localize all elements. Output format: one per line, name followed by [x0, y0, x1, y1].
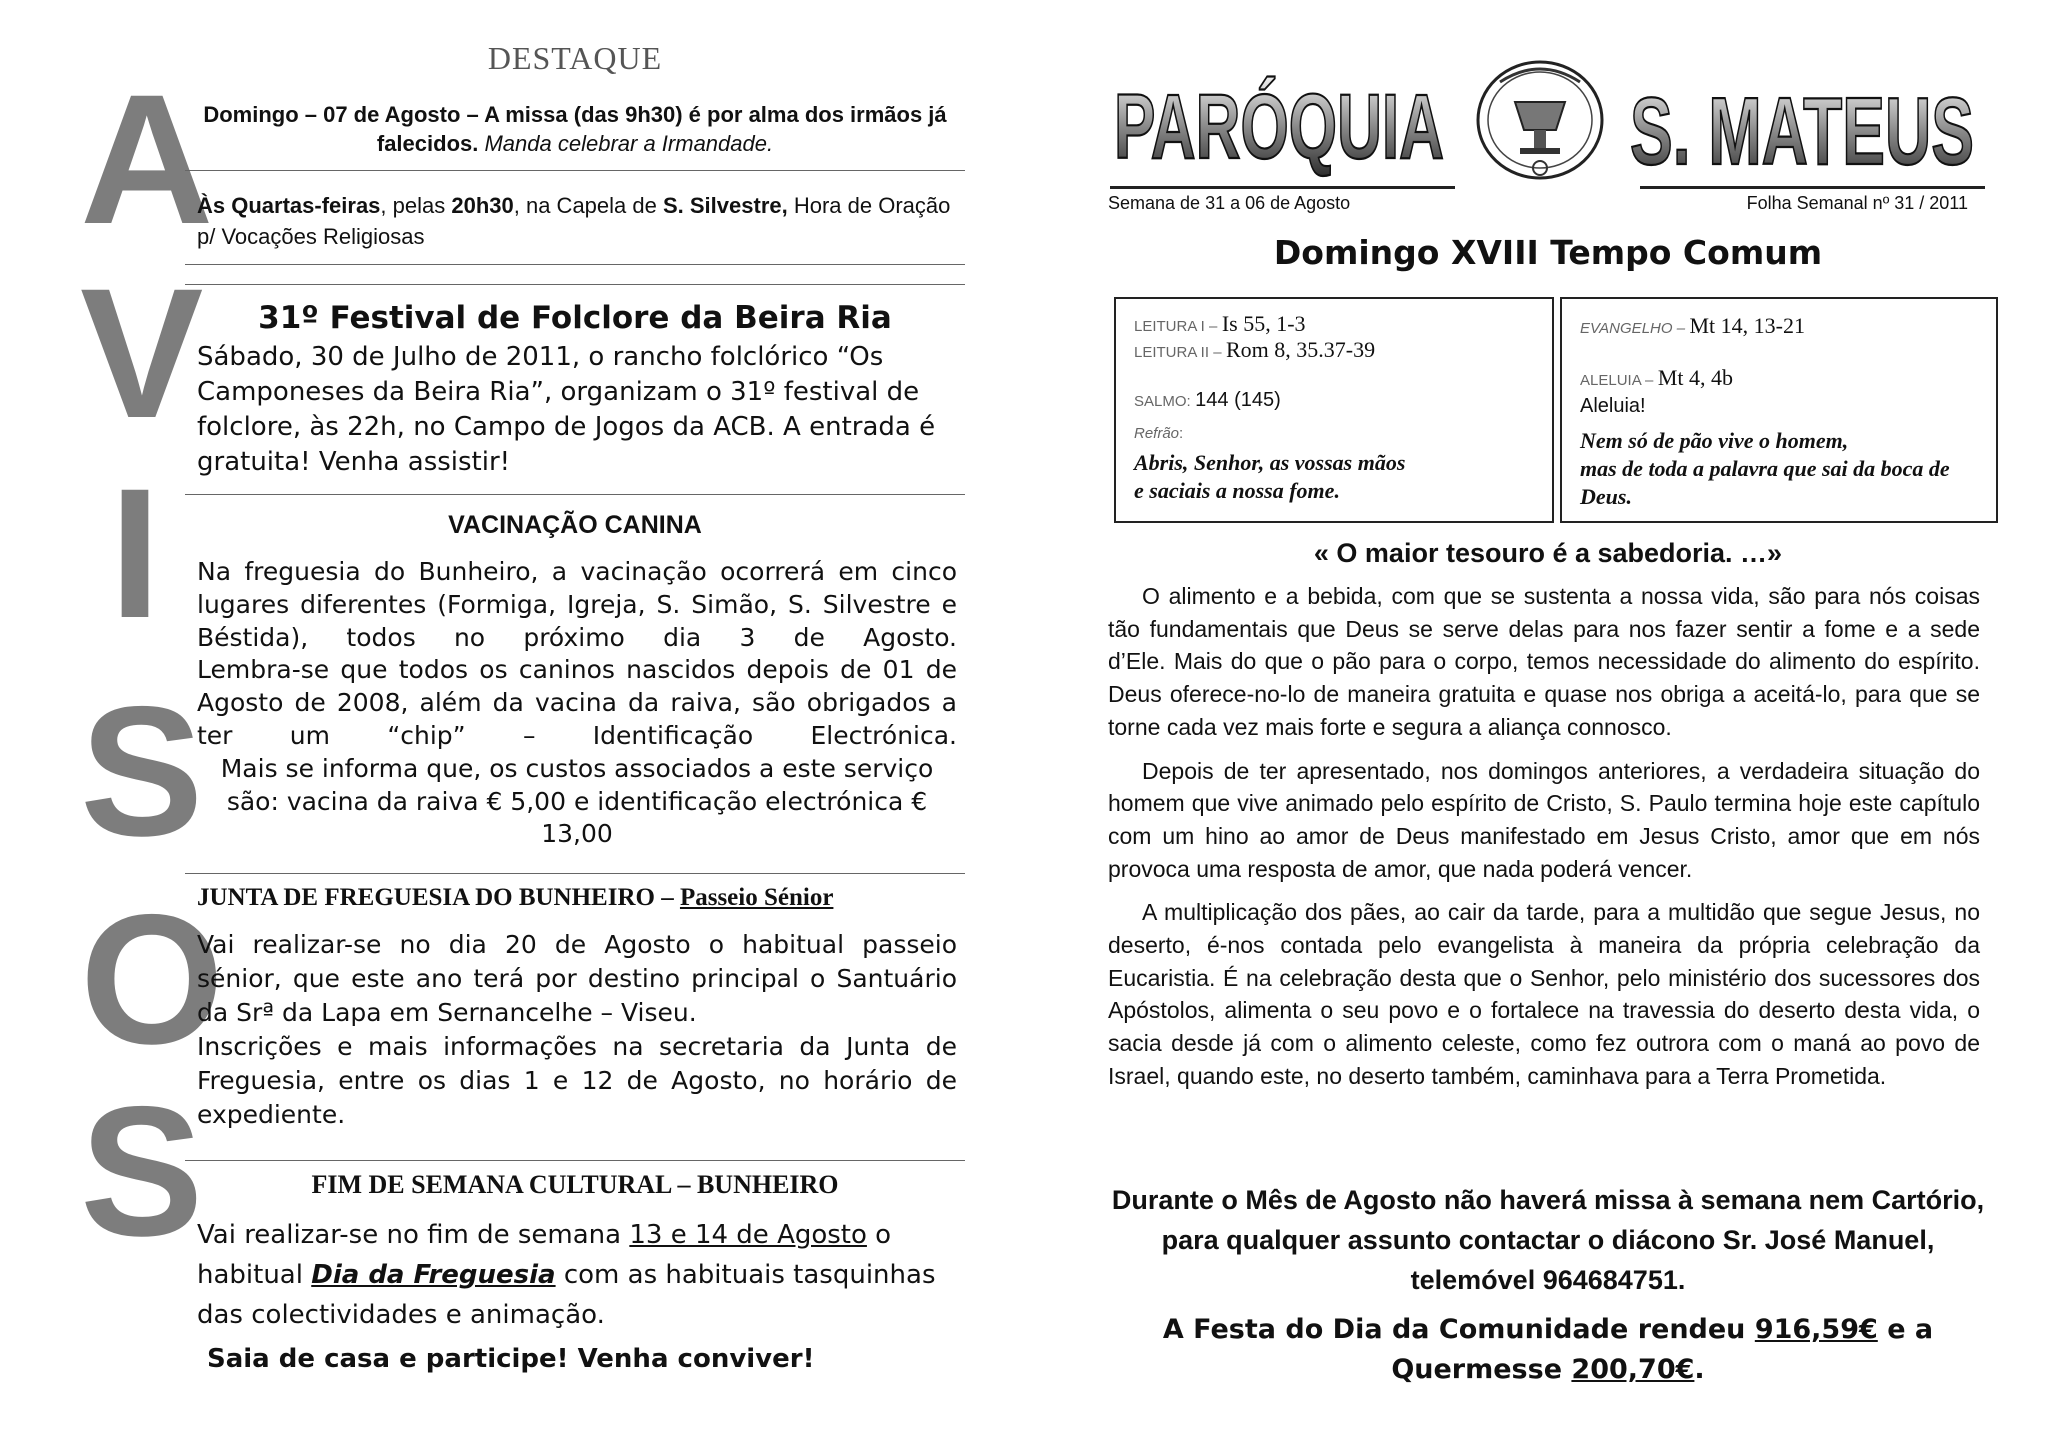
divider	[185, 1160, 965, 1161]
divider	[185, 494, 965, 495]
aleluia-label: ALELUIA –	[1580, 372, 1654, 389]
refrao-line: e saciais a nossa fome.	[1134, 478, 1340, 503]
vacinacao-body	[197, 556, 957, 851]
fim-text: com as habituais tasquinhas das colectividades e animação.	[197, 1260, 936, 1330]
festa-results	[1108, 1310, 1988, 1390]
festa-text: A Festa do Dia da Comunidade rendeu	[1162, 1314, 1755, 1345]
quartas-feiras-notice	[197, 190, 957, 252]
destaque-text	[185, 100, 965, 158]
festa-text: .	[1694, 1354, 1705, 1385]
quermesse-amount: 200,70€	[1571, 1354, 1695, 1385]
quartas-time: 20h30	[451, 193, 514, 218]
header-rule	[1640, 186, 1985, 189]
junta-body	[197, 928, 957, 1132]
divider	[185, 170, 965, 171]
leitura2-ref: Rom 8, 35.37-39	[1226, 337, 1376, 362]
fim-semana-title: FIM DE SEMANA CULTURAL – BUNHEIRO	[311, 1170, 839, 1199]
festa-amount: 916,59€	[1754, 1314, 1878, 1345]
refrao-line: Abris, Senhor, as vossas mãos	[1134, 450, 1406, 475]
chalice-emblem-icon	[1478, 62, 1602, 178]
evangelho-label: EVANGELHO –	[1580, 320, 1686, 337]
readings-box: LEITURA I – Is 55, 1-3 LEITURA II – Rom 8, 35.37-39 SALMO: 144 (145) Refrão: Abris, Senhor, as vossas mãos e saciais a nossa fome.	[1114, 297, 1554, 523]
festival-body: Sábado, 30 de Julho de 2011, o rancho folclórico “Os Camponeses da Beira Ria”, organizam o 31º festival de folclore, às 22h, no Campo de Jogos da ACB. A entrada é gratuita! Venha assistir!	[197, 342, 936, 477]
junta-title-dash: –	[654, 884, 680, 911]
quartas-lead: Às Quartas-feiras	[197, 193, 381, 218]
logo-text-paroquia: PARÓQUIA	[1114, 76, 1603, 178]
quartas-text: , pelas	[380, 193, 452, 218]
avisos-letter: V	[80, 251, 204, 457]
fim-text: Vai realizar-se no fim de semana	[197, 1220, 630, 1250]
junta-subtitle: Passeio Sénior	[679, 884, 834, 911]
destaque-mass-note: – A missa (das 9h30) é por alma dos irmãos já falecidos.	[376, 102, 947, 156]
header-rule	[1110, 186, 1455, 189]
fim-semana-closing: Saia de casa e participe! Venha conviver!	[207, 1344, 815, 1374]
quartas-place: S. Silvestre,	[662, 193, 788, 218]
aleluia-verse-line: mas de toda a palavra que sai da boca de Deus.	[1580, 456, 1950, 509]
article-paragraph: A multiplicação dos pães, ao cair da tarde, para a multidão que segue Jesus, no deserto, é-nos contada pelo evangelista à maneira da própria celebração da Eucaristia. É na celebração desta que o Senhor, pelo ministério dos sucessores dos Apóstolos, alimenta o seu povo e o fortalece na travessia do deserto desta vida, o sacia desde já com o alimento celeste, como fez outrora com o maná ao povo de Israel, quando este, no deserto também, caminhava para a Terra Prometida.	[1108, 899, 1980, 1089]
aleluia-text: Aleluia!	[1580, 395, 1646, 417]
leitura1-label: LEITURA I –	[1134, 318, 1218, 335]
salmo-ref: 144 (145)	[1195, 389, 1281, 411]
divider	[185, 873, 965, 874]
junta-title-text: JUNTA DE FREGUESIA DO BUNHEIRO	[197, 884, 655, 911]
leitura2-label: LEITURA II –	[1134, 344, 1222, 361]
aleluia-ref: Mt 4, 4b	[1657, 365, 1734, 390]
quartas-text: , na Capela de	[513, 193, 663, 218]
gospel-box	[1560, 297, 1998, 523]
leitura1-ref: Is 55, 1-3	[1221, 311, 1306, 336]
avisos-letter: I	[109, 451, 161, 657]
article-title: « O maior tesouro é a sabedoria. …»	[1313, 538, 1783, 568]
fim-dia-freguesia: Dia da Freguesia	[311, 1260, 556, 1290]
fim-text: o habitual	[197, 1220, 892, 1290]
quartas-text: Hora de Oração p/ Vocações Religiosas	[197, 193, 951, 249]
refrao-label: Refrão	[1134, 425, 1180, 442]
vacinacao-costs: Mais se informa que, os custos associados a este serviço são: vacina da raiva € 5,00 e identificação electrónica € 13,00	[220, 753, 934, 849]
week-range: Semana de 31 a 06 de Agosto	[1108, 193, 1351, 213]
divider	[185, 284, 965, 285]
salmo-label: SALMO:	[1134, 393, 1191, 410]
parish-logo	[1110, 60, 1990, 190]
junta-title	[197, 884, 957, 912]
august-notice: Durante o Mês de Agosto não haverá missa à semana nem Cartório, para qualquer assunto contactar o diácono Sr. José Manuel, telemóvel 964684751.	[1111, 1185, 1985, 1295]
evangelho-ref: Mt 14, 13-21	[1689, 313, 1805, 338]
divider	[185, 264, 965, 265]
destaque-celebrant: Manda celebrar a Irmandade.	[484, 131, 774, 156]
article-paragraph: O alimento e a bebida, com que se sustenta a nossa vida, são para nós coisas tão fundamentais que Deus se serve delas para nos fazer sentir a fome e a sede d’Ele. Mais do que o pão para o corpo, temos necessidade do alimento do espírito. Deus oferece-no-lo de maneira gratuita e quase nos obriga a aceitá-lo, para que se torne cada vez mais forte e segura a aliança connosco.	[1108, 583, 1980, 740]
junta-paragraph: Inscrições e mais informações na secretaria da Junta de Freguesia, entre os dias 1 e 12 de Agosto, no horário de expediente.	[197, 1032, 957, 1129]
vacinacao-paragraph: Na freguesia do Bunheiro, a vacinação ocorrerá em cinco lugares diferentes (Formiga, Igreja, S. Simão, S. Silvestre e Béstida), todos no próximo dia 3 de Agosto.	[197, 557, 957, 652]
junta-paragraph: Vai realizar-se no dia 20 de Agosto o habitual passeio sénior, que este ano terá por destino principal o Santuário da Srª da Lapa em Sernancelhe – Viseu.	[197, 930, 957, 1027]
avisos-letter: O	[80, 877, 224, 1083]
fim-semana-body	[197, 1215, 957, 1335]
vacinacao-title: VACINAÇÃO CANINA	[448, 511, 702, 539]
fim-dates: 13 e 14 de Agosto	[629, 1220, 867, 1250]
avisos-letter: A	[80, 57, 214, 263]
issue-number: Folha Semanal nº 31 / 2011	[1746, 193, 1968, 213]
logo-text-sao-mateus: S. MATEUS	[1630, 78, 1974, 185]
sunday-title: Domingo XVIII Tempo Comum	[1273, 233, 1823, 272]
festival-title: 31º Festival de Folclore da Beira Ria	[258, 300, 892, 336]
festa-text: e a Quermesse	[1391, 1314, 1934, 1385]
avisos-letter: S	[80, 669, 204, 875]
aleluia-verse-line: Nem só de pão vive o homem,	[1580, 428, 1849, 453]
destaque-date: Domingo – 07 de Agosto	[203, 102, 461, 127]
vacinacao-paragraph: Lembra-se que todos os caninos nascidos depois de 01 de Agosto de 2008, além da vacina da raiva, são obrigados a ter um “chip” – Identificação Electrónica.	[197, 655, 957, 750]
article-body	[1108, 580, 1980, 1104]
avisos-letter: S	[80, 1069, 204, 1275]
destaque-heading: DESTAQUE	[487, 40, 663, 76]
article-paragraph: Depois de ter apresentado, nos domingos anteriores, a verdadeira situação do homem que vive animado pelo espírito de Cristo, S. Paulo termina hoje este capítulo com um hino ao amor de Deus manifestado em Jesus Cristo, amor que em nós provoca uma resposta de amor, que nada poderá vencer.	[1108, 757, 1980, 882]
